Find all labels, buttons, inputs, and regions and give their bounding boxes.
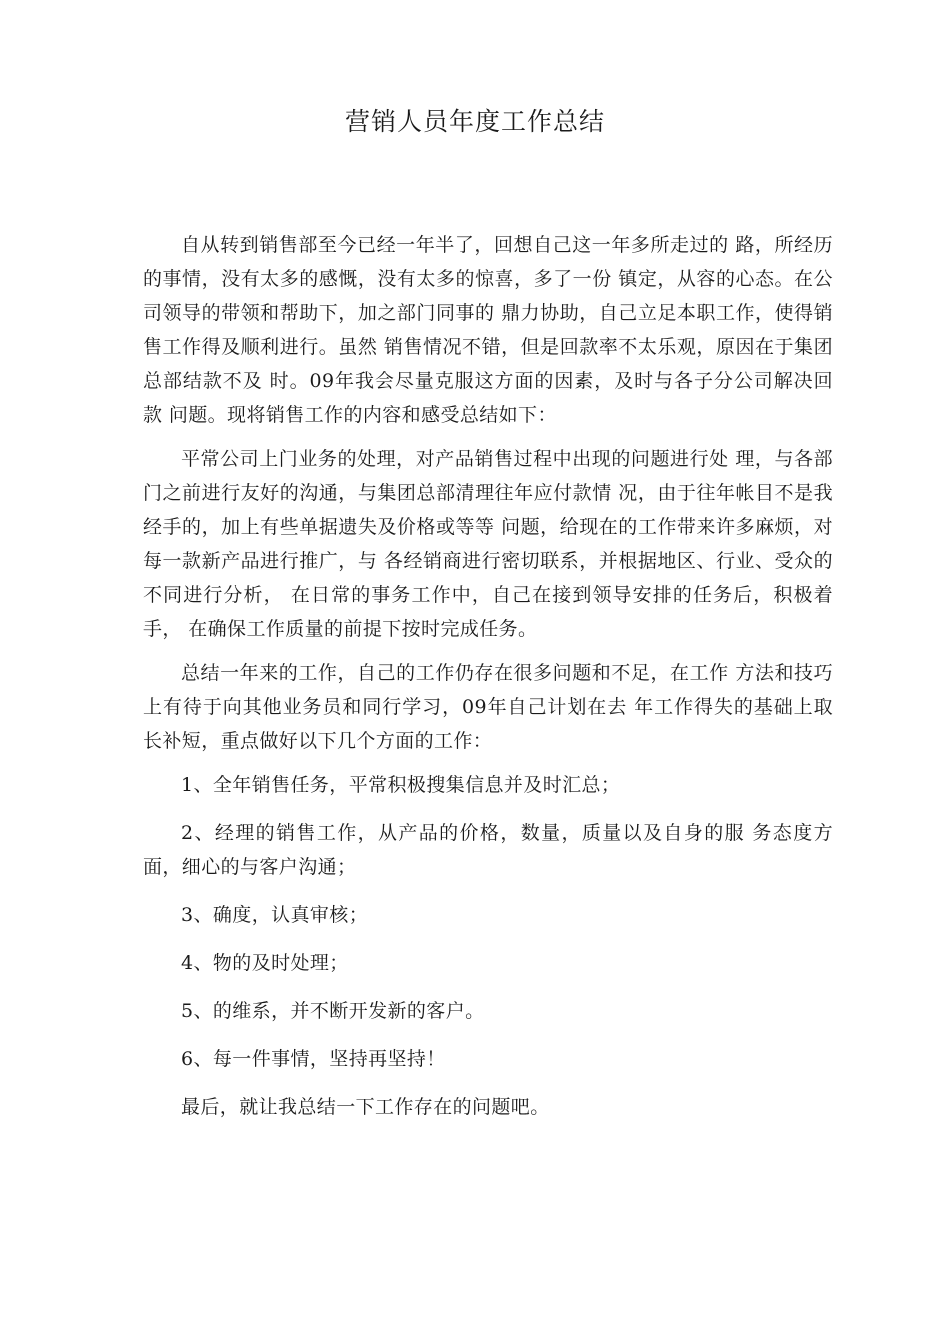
list-item-6: 6、每一件事情，坚持再坚持！ [181, 1048, 446, 1070]
paragraph-summary: 总结一年来的工作，自己的工作仍存在很多问题和不足，在工作 方法和技巧上有待于向其他业务员和同行学习，09年自己计划在去 年工作得失的基础上取长补短，重点做好以下几个方面的工作： [143, 662, 833, 752]
document-body [143, 228, 833, 1134]
paragraph-daily-work: 平常公司上门业务的处理，对产品销售过程中出现的问题进行处 理，与各部门之前进行友好的沟通，与集团总部清理往年应付款情 况，由于往年帐目不是我经手的，加上有些单据遗失及价格或等等 问题，给现在的工作带来许多麻烦，对每一款新产品进行推广，与 各经销商进行密切联系，并根据地区、行业、受众的不同进行分析， 在日常的事务工作中，自己在接到领导安排的任务后，积极着手， 在确保工作质量的前提下按时完成任务。 [143, 448, 833, 640]
list-item-5: 5、的维系，并不断开发新的客户。 [181, 1000, 485, 1022]
paragraph-intro: 自从转到销售部至今已经一年半了，回想自己这一年多所走过的 路，所经历的事情，没有太多的感慨，没有太多的惊喜，多了一份 镇定，从容的心态。在公司领导的带领和帮助下，加之部门同事的 鼎力协助，自己立足本职工作，使得销售工作得及顺利进行。虽然 销售情况不错，但是回款率不太乐观，原因在于集团总部结款不及 时。09年我会尽量克服这方面的因素，及时与各子分公司解决回款 问题。现将销售工作的内容和感受总结如下： [143, 234, 833, 426]
list-item-1: 1、全年销售任务，平常积极搜集信息并及时汇总； [181, 774, 621, 796]
list-item-3: 3、确度，认真审核； [181, 904, 369, 926]
document-title: 营销人员年度工作总结 [344, 107, 605, 136]
list-item-4: 4、物的及时处理； [181, 952, 349, 974]
list-item-2: 2、经理的销售工作，从产品的价格，数量，质量以及自身的服 务态度方面，细心的与客户沟通； [143, 822, 833, 878]
paragraph-closing: 最后，就让我总结一下工作存在的问题吧。 [181, 1096, 550, 1118]
